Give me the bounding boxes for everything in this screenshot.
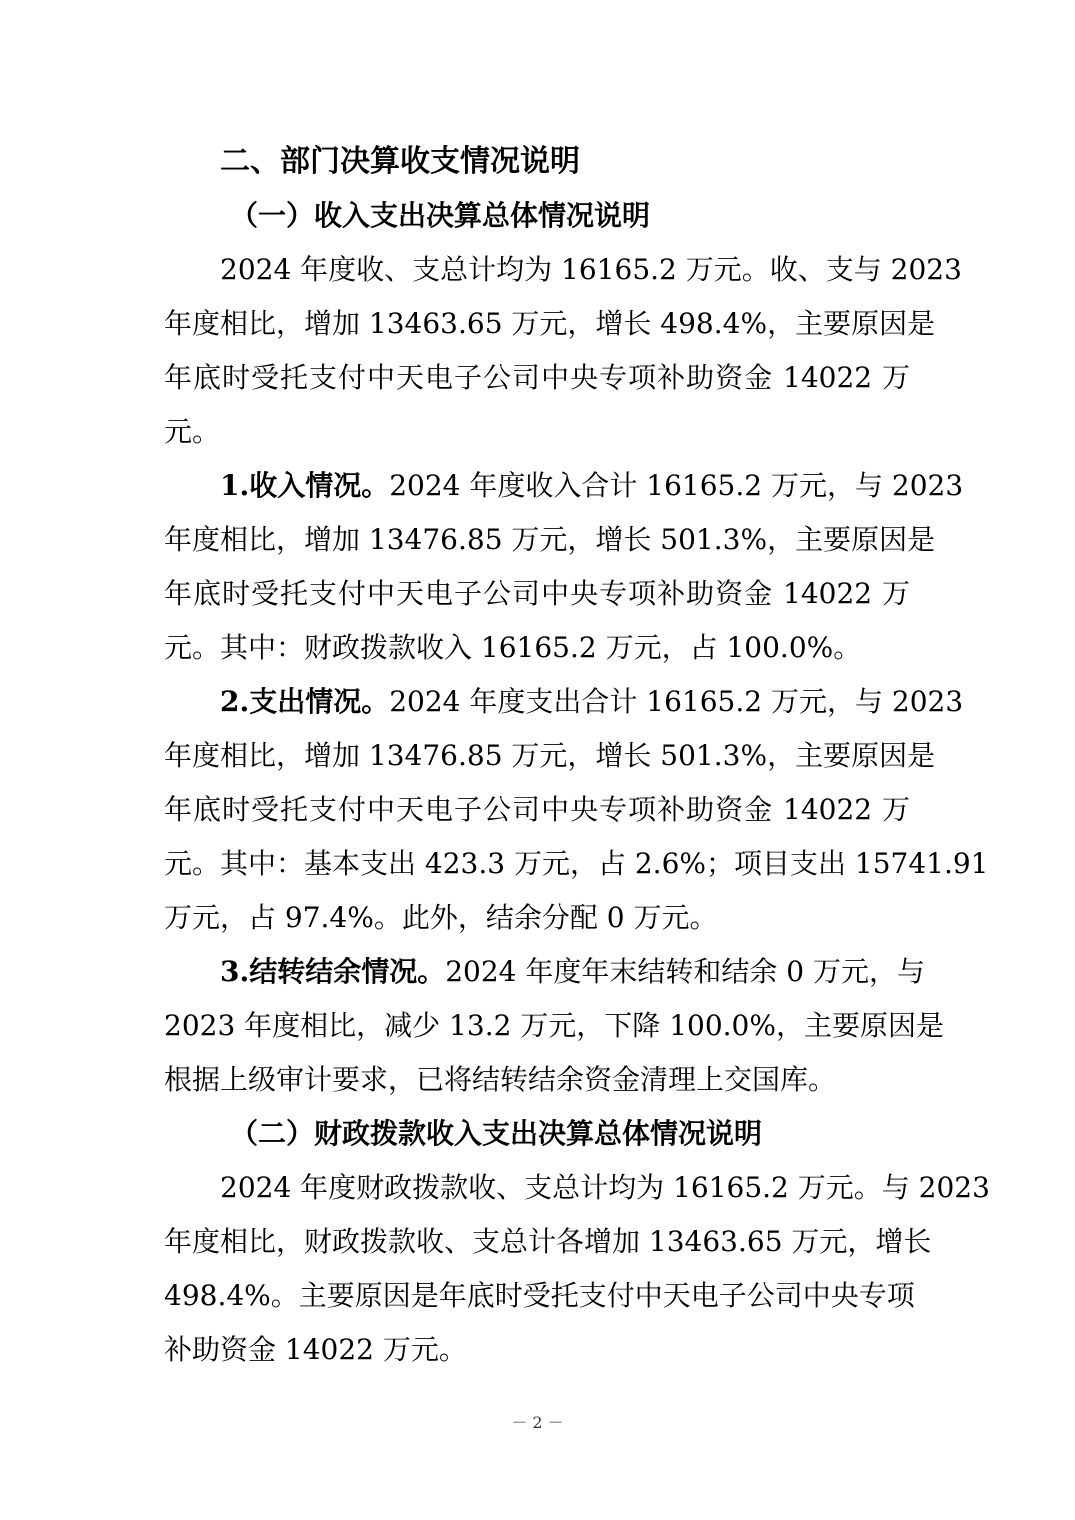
section-heading: 二、部门决算收支情况说明 <box>220 144 580 179</box>
carryover-label: 3.结转结余情况。 <box>220 955 446 988</box>
paragraph-line: 年度相比，增加 13476.85 万元，增长 501.3%，主要原因是 <box>164 523 936 556</box>
paragraph-line: 万元，占 97.4%。此外，结余分配 0 万元。 <box>164 901 718 934</box>
expense-paragraph-first-line <box>220 682 964 722</box>
paragraph-line: 年底时受托支付中天电子公司中央专项补助资金 14022 万 <box>164 577 910 610</box>
paragraph-line: 2023 年度相比，减少 13.2 万元，下降 100.0%，主要原因是 <box>164 1009 944 1042</box>
income-paragraph-first-line <box>220 466 964 506</box>
paragraph-line: 年底时受托支付中天电子公司中央专项补助资金 14022 万 <box>164 793 910 826</box>
paragraph-line: 根据上级审计要求，已将结转结余资金清理上交国库。 <box>164 1063 837 1096</box>
paragraph-line: 年度相比，增加 13463.65 万元，增长 498.4%，主要原因是 <box>164 307 936 340</box>
paragraph-line: 补助资金 14022 万元。 <box>164 1333 467 1366</box>
paragraph-line: 年底时受托支付中天电子公司中央专项补助资金 14022 万 <box>164 361 910 394</box>
paragraph-line: 2024 年度财政拨款收、支总计均为 16165.2 万元。与 2023 <box>220 1171 990 1204</box>
income-first-text: 2024 年度收入合计 16165.2 万元，与 2023 <box>389 469 964 502</box>
paragraph-line: 年度相比，财政拨款收、支总计各增加 13463.65 万元，增长 <box>164 1225 932 1258</box>
expense-first-text: 2024 年度支出合计 16165.2 万元，与 2023 <box>389 685 964 718</box>
expense-label: 2.支出情况。 <box>220 685 390 718</box>
paragraph-line: 元。其中：财政拨款收入 16165.2 万元，占 100.0%。 <box>164 631 862 664</box>
paragraph-line: 元。其中：基本支出 423.3 万元，占 2.6%；项目支出 15741.91 <box>164 847 989 880</box>
subsection-title-1: （一）收入支出决算总体情况说明 <box>230 199 651 232</box>
paragraph-line: 498.4%。主要原因是年底时受托支付中天电子公司中央专项 <box>164 1279 915 1312</box>
page-number: － 2 － <box>511 1413 564 1432</box>
paragraph-line: 年度相比，增加 13476.85 万元，增长 501.3%，主要原因是 <box>164 739 936 772</box>
carryover-paragraph-first-line <box>220 952 926 992</box>
carryover-first-text: 2024 年度年末结转和结余 0 万元，与 <box>445 955 926 988</box>
paragraph-line: 2024 年度收、支总计均为 16165.2 万元。收、支与 2023 <box>220 253 962 286</box>
income-label: 1.收入情况。 <box>220 469 390 502</box>
subsection-title-2: （二）财政拨款收入支出决算总体情况说明 <box>230 1117 763 1150</box>
paragraph-line: 元。 <box>164 415 221 448</box>
